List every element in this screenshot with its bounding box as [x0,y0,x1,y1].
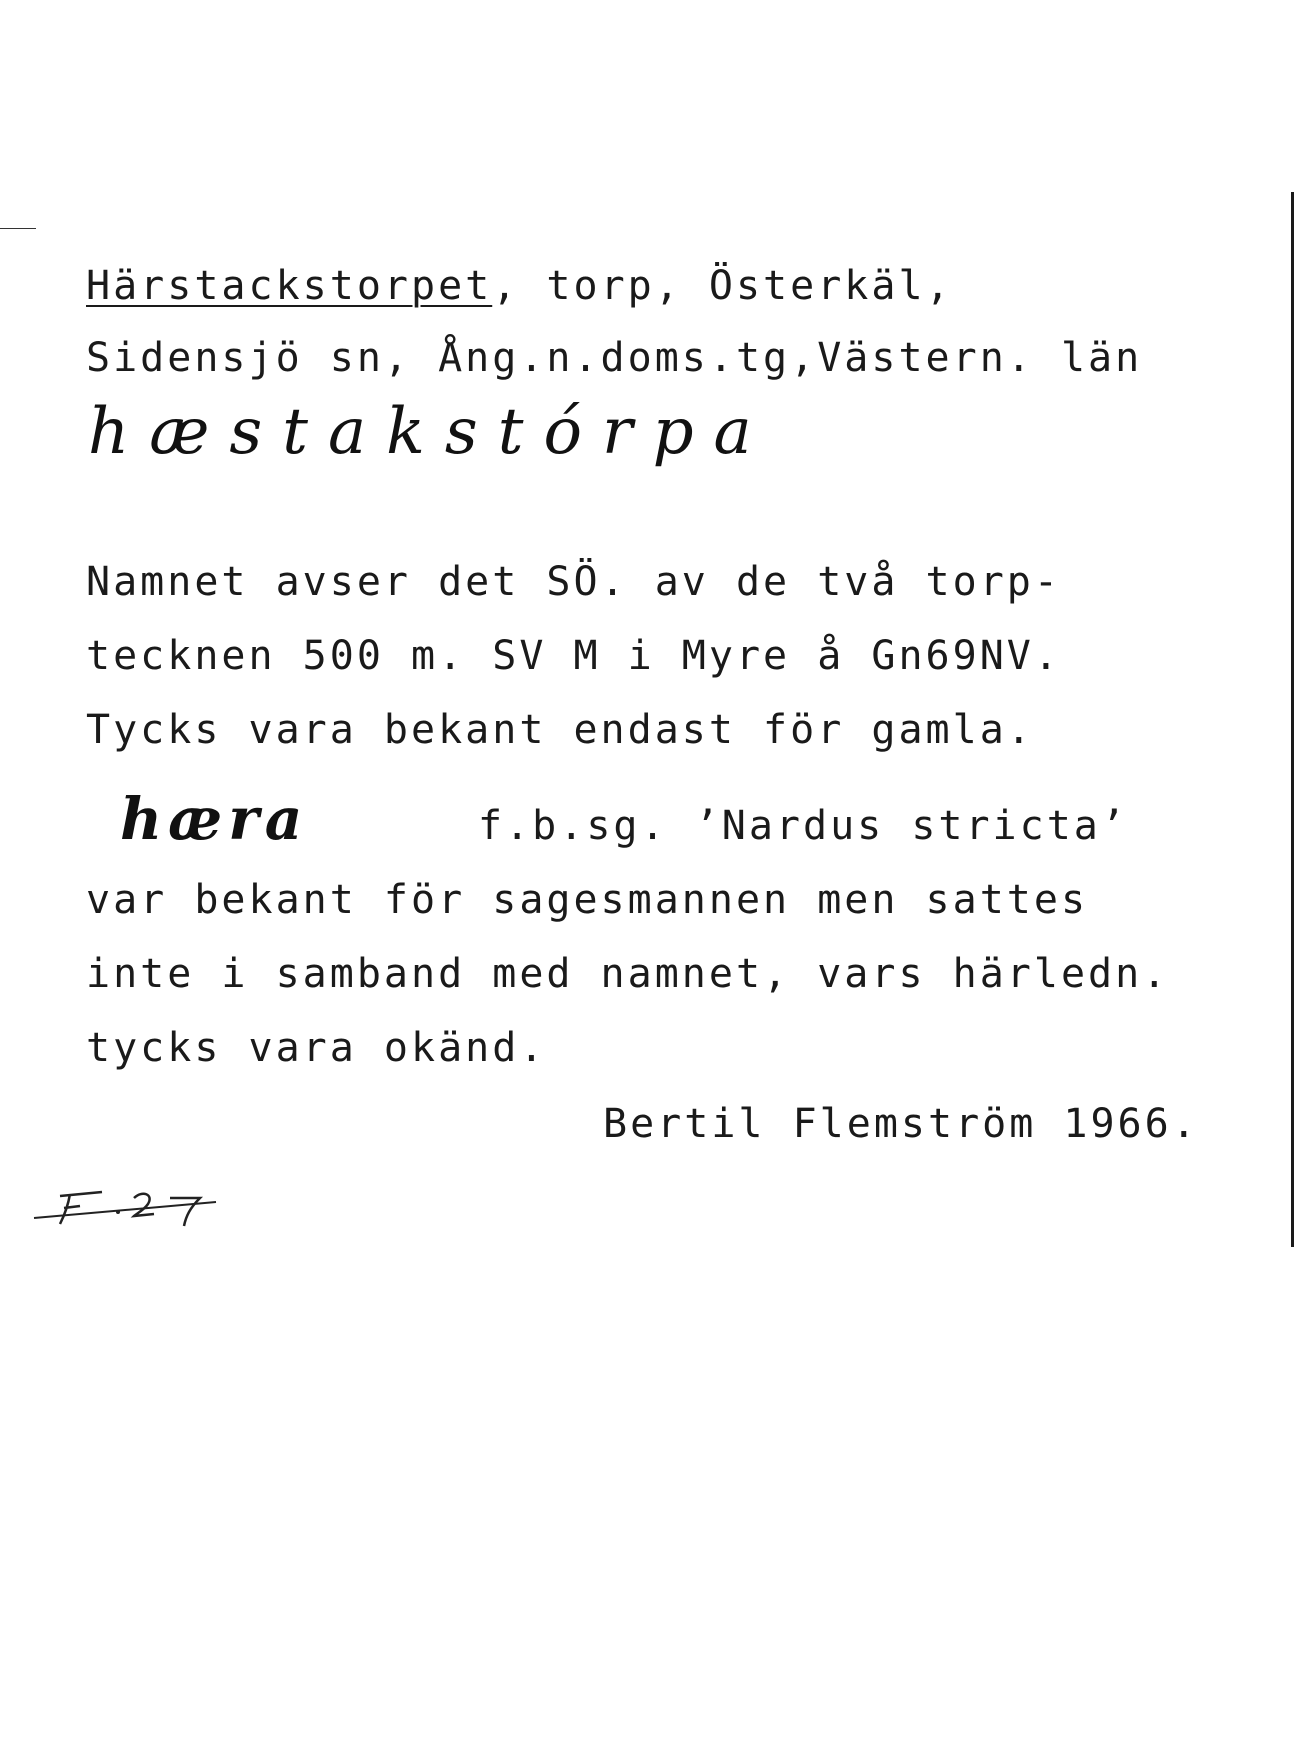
heading-rest: , torp, Österkäl, [492,263,953,309]
body-line-6: tycks vara okänd. [86,1025,547,1071]
body-line-3: Tycks vara bekant endast för gamla. [86,707,1034,753]
body-line-5: inte i samband med namnet, vars härledn. [86,951,1170,997]
handwritten-pronunciation: hæstakstórpa [88,395,772,469]
body-line-2: tecknen 500 m. SV M i Myre å Gn69NV. [86,633,1061,679]
word-gloss: f.b.sg. ’Nardus stricta’ [478,803,1128,849]
crossed-out-archive-number [30,1182,220,1232]
heading-line [86,263,953,309]
card-edge-line [1291,192,1294,1247]
body-line-1: Namnet avser det SÖ. av de två torp- [86,559,1061,605]
handwritten-word: hæra [120,785,309,853]
location-line: Sidensjö sn, Ång.n.doms.tg,Västern. län [86,335,1143,381]
headword: Härstackstorpet [86,263,493,309]
margin-mark [0,228,36,229]
signature: Bertil Flemström 1966. [603,1101,1199,1147]
body-line-4: var bekant för sagesmannen men sattes [86,877,1089,923]
